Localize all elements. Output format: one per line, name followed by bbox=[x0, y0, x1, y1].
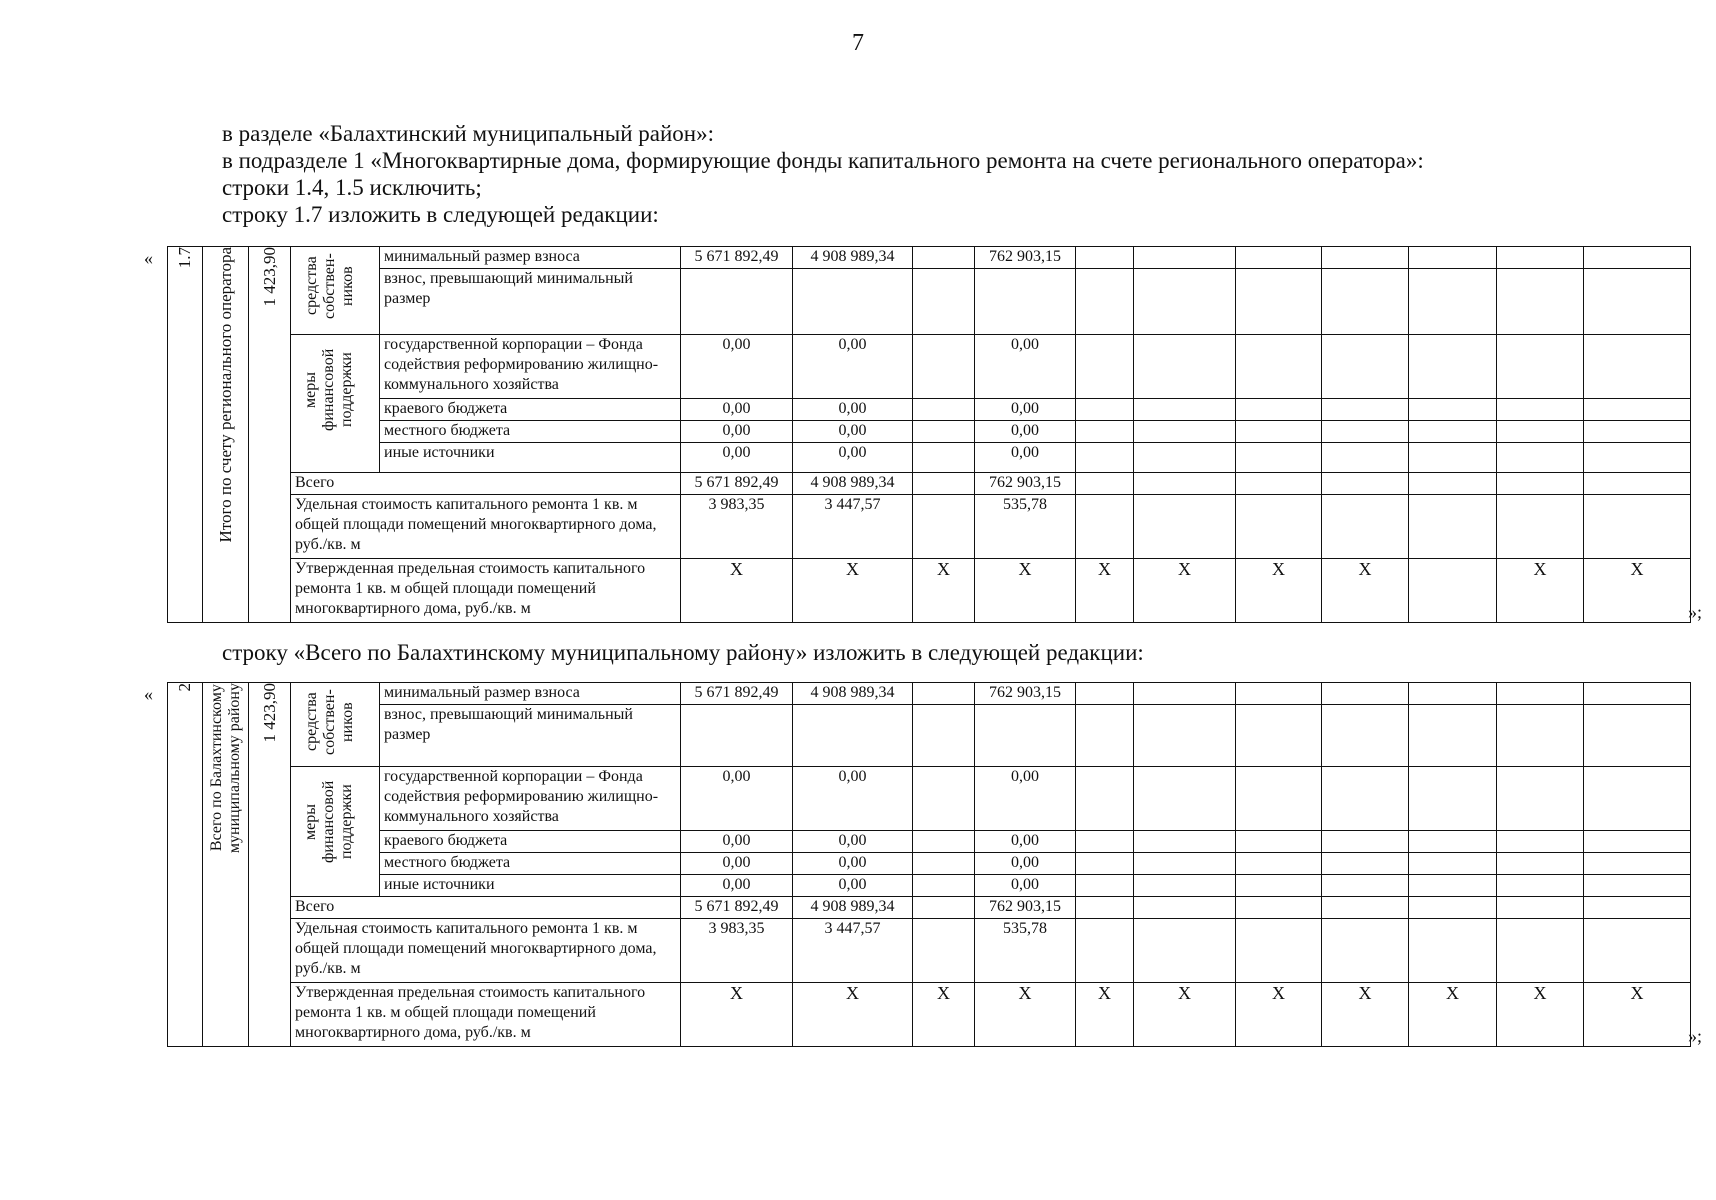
limit-x-6: X bbox=[1134, 983, 1236, 1047]
regional-total: 0,00 bbox=[681, 831, 793, 853]
intro-line-2: в подразделе 1 «Многоквартирные дома, формирующие фонды капитального ремонта на счете регионального оператора»: bbox=[222, 148, 1424, 173]
limit-x-7: X bbox=[1236, 983, 1322, 1047]
unit-cost-facade: 535,78 bbox=[975, 495, 1076, 559]
other-roof: 0,00 bbox=[793, 443, 913, 473]
regional-label: краевого бюджета bbox=[380, 399, 681, 421]
intro-text bbox=[222, 120, 1424, 228]
limit-x-10: X bbox=[1497, 559, 1584, 623]
area-cell bbox=[249, 247, 291, 623]
over-min-label: взнос, превышающий минимальный размер bbox=[380, 269, 681, 335]
other-roof: 0,00 bbox=[793, 875, 913, 897]
total-sum: 5 671 892,49 bbox=[681, 897, 793, 919]
table-row-2 bbox=[167, 682, 1691, 1047]
fund-roof: 0,00 bbox=[793, 767, 913, 831]
row-name-line-2: муниципальному району bbox=[225, 683, 243, 854]
local-facade: 0,00 bbox=[975, 853, 1076, 875]
fund-roof: 0,00 bbox=[793, 335, 913, 399]
row-name bbox=[208, 683, 244, 853]
owners-group-label: средства собствен- ников bbox=[303, 689, 356, 755]
support-group-label: меры финансовой поддержки bbox=[302, 780, 355, 864]
other-label: иные источники bbox=[380, 443, 681, 473]
limit-x-2: X bbox=[793, 983, 913, 1047]
other-facade: 0,00 bbox=[975, 875, 1076, 897]
fund-total: 0,00 bbox=[681, 335, 793, 399]
fund-total: 0,00 bbox=[681, 767, 793, 831]
regional-facade: 0,00 bbox=[975, 831, 1076, 853]
limit-x-5: X bbox=[1076, 559, 1134, 623]
limit-x-1: X bbox=[681, 559, 793, 623]
local-roof: 0,00 bbox=[793, 421, 913, 443]
local-label: местного бюджета bbox=[380, 853, 681, 875]
area-value: 1 423,90 bbox=[259, 247, 279, 307]
intro-line-4: строку 1.7 изложить в следующей редакции: bbox=[222, 202, 659, 227]
section-2-text: строку «Всего по Балахтинскому муниципальному району» изложить в следующей редакции: bbox=[222, 640, 1144, 665]
owners-group-cell bbox=[291, 247, 380, 335]
other-total: 0,00 bbox=[681, 443, 793, 473]
fund-label: государственной корпорации – Фонда содействия реформированию жилищно-коммунального хозяйства bbox=[380, 335, 681, 399]
min-fee-label: минимальный размер взноса bbox=[380, 683, 681, 705]
total-roof: 4 908 989,34 bbox=[793, 897, 913, 919]
other-label: иные источники bbox=[380, 875, 681, 897]
row-number-cell bbox=[168, 247, 203, 623]
limit-x-4: X bbox=[975, 983, 1076, 1047]
limit-cost-label: Утвержденная предельная стоимость капитального ремонта 1 кв. м общей площади помещений многоквартирного дома, руб./кв. м bbox=[291, 983, 681, 1047]
area-value: 1 423,90 bbox=[259, 683, 279, 743]
limit-x-1: X bbox=[681, 983, 793, 1047]
total-facade: 762 903,15 bbox=[975, 897, 1076, 919]
support-group-cell bbox=[291, 335, 380, 473]
quote-open-2: « bbox=[144, 684, 153, 704]
limit-x-11: X bbox=[1584, 559, 1691, 623]
row-name: Итого по счету регионального оператора bbox=[215, 247, 235, 543]
regional-total: 0,00 bbox=[681, 399, 793, 421]
local-label: местного бюджета bbox=[380, 421, 681, 443]
total-facade: 762 903,15 bbox=[975, 473, 1076, 495]
limit-x-6: X bbox=[1134, 559, 1236, 623]
unit-cost-roof: 3 447,57 bbox=[793, 495, 913, 559]
other-facade: 0,00 bbox=[975, 443, 1076, 473]
limit-x-3: X bbox=[913, 559, 975, 623]
row-number: 2 bbox=[175, 683, 194, 692]
row-name-cell bbox=[203, 683, 249, 1047]
total-roof: 4 908 989,34 bbox=[793, 473, 913, 495]
table-row-1-7 bbox=[167, 246, 1691, 623]
regional-roof: 0,00 bbox=[793, 831, 913, 853]
limit-x-5: X bbox=[1076, 983, 1134, 1047]
row-name-line-1: Всего по Балахтинскому bbox=[207, 684, 225, 852]
quote-close-1: »; bbox=[1688, 602, 1703, 622]
page-number: 7 bbox=[852, 30, 864, 56]
unit-cost-roof: 3 447,57 bbox=[793, 919, 913, 983]
regional-label: краевого бюджета bbox=[380, 831, 681, 853]
limit-x-8: X bbox=[1322, 559, 1409, 623]
min-fee-roof: 4 908 989,34 bbox=[793, 683, 913, 705]
over-min-label: взнос, превышающий минимальный размер bbox=[380, 705, 681, 767]
regional-roof: 0,00 bbox=[793, 399, 913, 421]
fund-facade: 0,00 bbox=[975, 335, 1076, 399]
min-fee-roof: 4 908 989,34 bbox=[793, 247, 913, 269]
quote-close-2: »; bbox=[1688, 1026, 1703, 1046]
local-total: 0,00 bbox=[681, 853, 793, 875]
min-fee-facade: 762 903,15 bbox=[975, 683, 1076, 705]
regional-facade: 0,00 bbox=[975, 399, 1076, 421]
row-name-cell bbox=[203, 247, 249, 623]
row-number: 1.7 bbox=[175, 247, 194, 269]
support-group-label: меры финансовой поддержки bbox=[302, 348, 355, 432]
unit-cost-facade: 535,78 bbox=[975, 919, 1076, 983]
limit-x-3: X bbox=[913, 983, 975, 1047]
owners-group-label: средства собствен- ников bbox=[303, 253, 356, 319]
local-total: 0,00 bbox=[681, 421, 793, 443]
unit-cost-total: 3 983,35 bbox=[681, 495, 793, 559]
support-group-cell bbox=[291, 767, 380, 897]
limit-x-9: X bbox=[1409, 983, 1497, 1047]
limit-x-8: X bbox=[1322, 983, 1409, 1047]
other-total: 0,00 bbox=[681, 875, 793, 897]
limit-x-4: X bbox=[975, 559, 1076, 623]
local-facade: 0,00 bbox=[975, 421, 1076, 443]
quote-open-1: « bbox=[144, 248, 153, 268]
min-fee-label: минимальный размер взноса bbox=[380, 247, 681, 269]
area-cell bbox=[249, 683, 291, 1047]
unit-cost-label: Удельная стоимость капитального ремонта 1 кв. м общей площади помещений многоквартирного дома, руб./кв. м bbox=[291, 919, 681, 983]
limit-x-10: X bbox=[1497, 983, 1584, 1047]
total-sum: 5 671 892,49 bbox=[681, 473, 793, 495]
owners-group-cell bbox=[291, 683, 380, 767]
min-fee-total: 5 671 892,49 bbox=[681, 247, 793, 269]
total-label: Всего bbox=[291, 473, 681, 495]
total-label: Всего bbox=[291, 897, 681, 919]
fund-label: государственной корпорации – Фонда содействия реформированию жилищно-коммунального хозяйства bbox=[380, 767, 681, 831]
intro-line-1: в разделе «Балахтинский муниципальный район»: bbox=[222, 121, 714, 146]
min-fee-total: 5 671 892,49 bbox=[681, 683, 793, 705]
limit-cost-label: Утвержденная предельная стоимость капитального ремонта 1 кв. м общей площади помещений многоквартирного дома, руб./кв. м bbox=[291, 559, 681, 623]
unit-cost-label: Удельная стоимость капитального ремонта 1 кв. м общей площади помещений многоквартирного дома, руб./кв. м bbox=[291, 495, 681, 559]
fund-facade: 0,00 bbox=[975, 767, 1076, 831]
limit-x-11: X bbox=[1584, 983, 1691, 1047]
limit-x-2: X bbox=[793, 559, 913, 623]
limit-x-7: X bbox=[1236, 559, 1322, 623]
unit-cost-total: 3 983,35 bbox=[681, 919, 793, 983]
min-fee-facade: 762 903,15 bbox=[975, 247, 1076, 269]
row-number-cell bbox=[168, 683, 203, 1047]
intro-line-3: строки 1.4, 1.5 исключить; bbox=[222, 175, 482, 200]
local-roof: 0,00 bbox=[793, 853, 913, 875]
